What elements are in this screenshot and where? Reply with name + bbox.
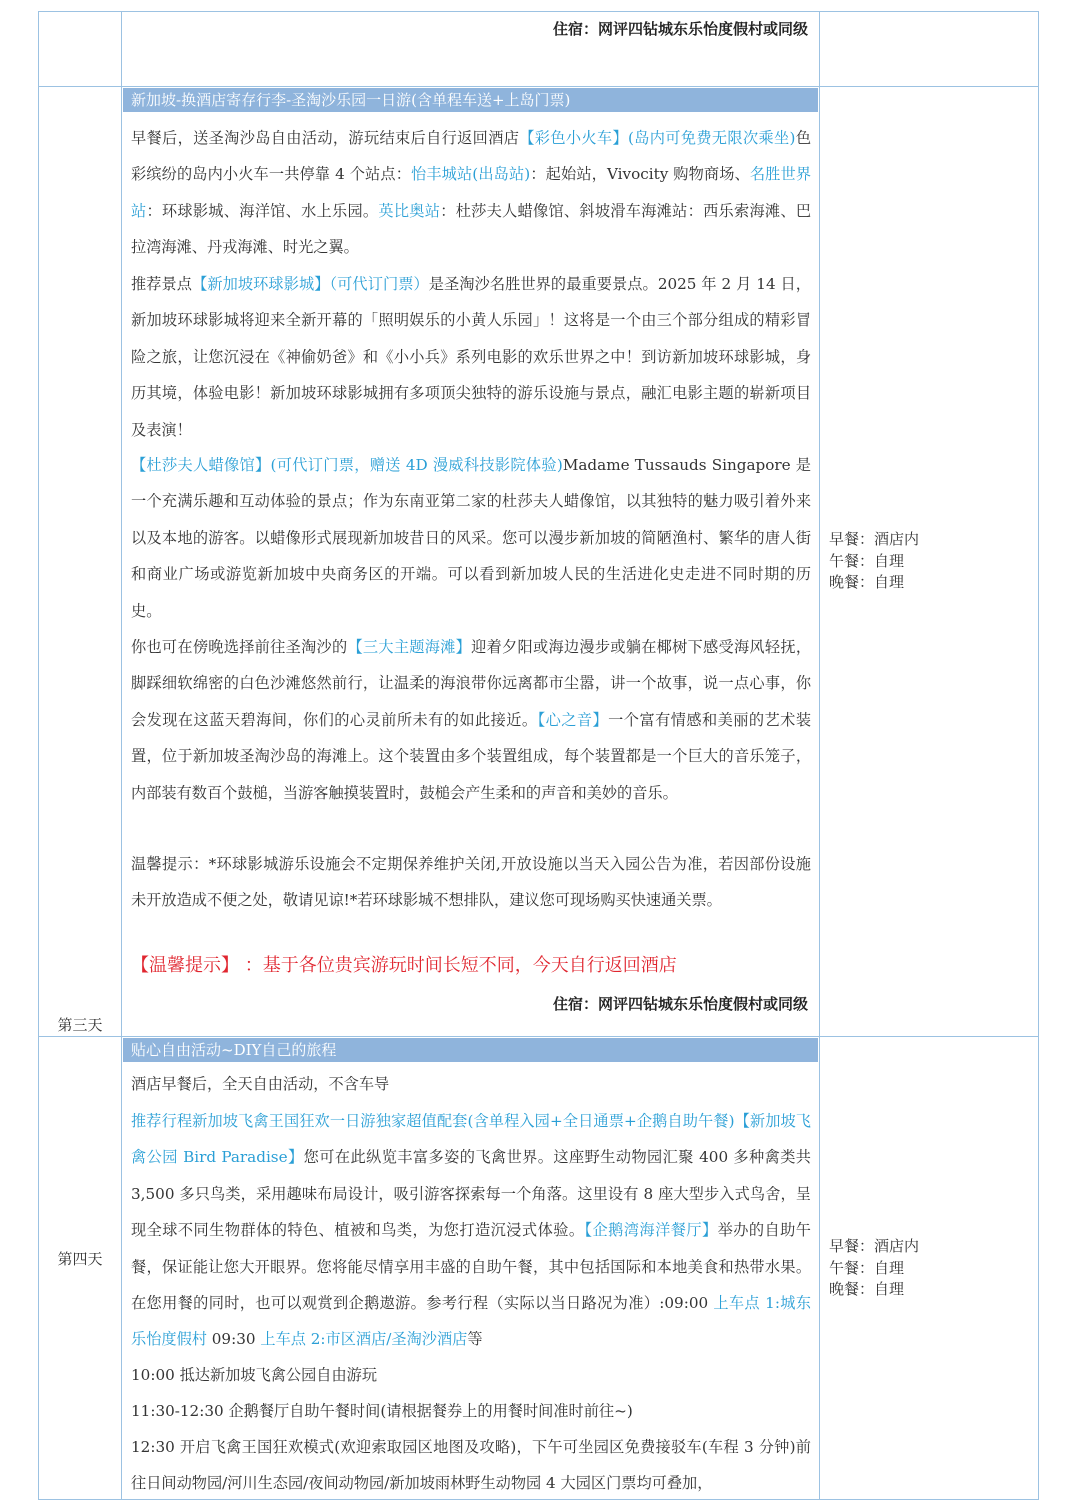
paragraph: 温馨提示：*环球影城游乐设施会不定期保养维护关闭,开放设施以当天入园公告为准，若因部份设施未开放造成不便之处，敬请见谅!*若环球影城不想排队，建议您可现场购买快速通关票。: [131, 855, 811, 910]
paragraph: 10:00 抵达新加坡飞禽公园自由游玩: [131, 1366, 378, 1384]
day-title-band: 贴心自由活动~DIY自己的旅程: [123, 1038, 818, 1062]
paragraph: 11:30-12:30 企鹅餐厅自助午餐时间(请根据餐券上的用餐时间准时前往~): [131, 1402, 633, 1420]
meal-info: 早餐：酒店内 午餐：自理 晚餐：自理: [829, 530, 920, 591]
warning-notice: 【温馨提示】 ：基于各位贵宾游玩时间长短不同，今天自行返回酒店: [131, 955, 677, 976]
paragraph: 【杜莎夫人蜡像馆】(可代订门票，赠送 4D 漫威科技影院体验)Madame Tussauds Singapore 是一个充满乐趣和互动体验的景点；作为东南亚第二家的杜莎夫人蜡像馆，以其独特的魅力吸引着外来以及本地的游客。以蜡像形式展现新加坡昔日的风采。您可以漫步新加坡的简陋渔村、繁华的唐人街和商业广场或游览新加坡中央商务区的开端。可以看到新加坡人民的生活进化史走进不同时期的历史。: [131, 456, 811, 620]
table-cell-meal-row1: [819, 11, 1039, 87]
paragraph: 酒店早餐后，全天自由活动，不含车导: [131, 1075, 390, 1093]
paragraph: 早餐后，送圣淘沙岛自由活动，游玩结束后自行返回酒店【彩色小火车】(岛内可免费无限次乘坐)色彩缤纷的岛内小火车一共停靠 4 个站点：怡丰城站(出岛站)：起始站，Vivocity 购物商场、名胜世界站：环球影城、海洋馆、水上乐园。英比奥站：杜莎夫人蜡像馆、斜坡滑车海滩站：西乐索海滩、巴拉湾海滩、丹戎海滩、时光之翼。: [131, 129, 812, 257]
day-title-band: 新加坡-换酒店寄存行李-圣淘沙乐园一日游(含单程车送+上岛门票): [123, 88, 818, 112]
accommodation-text: 住宿：网评四钻城东乐怡度假村或同级: [552, 995, 808, 1013]
paragraph: 你也可在傍晚选择前往圣淘沙的【三大主题海滩】迎着夕阳或海边漫步或躺在椰树下感受海风轻抚，脚踩细软绵密的白色沙滩悠然前行，让温柔的海浪带你远离都市尘嚣，讲一个故事，说一点心事，你会发现在这蓝天碧海间，你们的心灵前所未有的如此接近。【心之音】一个富有情感和美丽的艺术装置，位于新加坡圣淘沙岛的海滩上。这个装置由多个装置组成，每个装置都是一个巨大的音乐笼子，内部装有数百个鼓槌，当游客触摸装置时，鼓槌会产生柔和的声音和美妙的音乐。: [131, 638, 812, 802]
paragraph: 推荐行程新加坡飞禽王国狂欢一日游独家超值配套(含单程入园+全日通票+企鹅自助午餐)【新加坡飞禽公园 Bird Paradise】您可在此纵览丰富多姿的飞禽世界。这座野生动物园汇聚 400 多种禽类共 3,500 多只鸟类，采用趣味布局设计，吸引游客探索每一个角落。这里设有 8 座大型步入式鸟舍，呈现全球不同生物群体的特色、植被和鸟类，为您打造沉浸式体验。【企鹅湾海洋餐厅】举办的自助午餐，保证能让您大开眼界。您将能尽情享用丰盛的自助午餐，其中包括国际和本地美食和热带水果。在您用餐的同时，也可以观赏到企鹅遨游。参考行程（实际以当日路况为准）:09:00 上车点 1:城东乐怡度假村 09:30 上车点 2:市区酒店/圣淘沙酒店等: [131, 1112, 812, 1349]
meal-info: 早餐：酒店内 午餐：自理 晚餐：自理: [829, 1237, 920, 1298]
table-cell-day-row1: [38, 11, 122, 87]
paragraph: 12:30 开启飞禽王国狂欢模式(欢迎索取园区地图及攻略)，下午可坐园区免费接驳车(车程 3 分钟)前往日间动物园/河川生态园/夜间动物园/新加坡雨林野生动物园 4 大园区门票均可叠加，: [131, 1438, 811, 1493]
day-label: 第四天: [57, 1250, 103, 1268]
day-label: 第三天: [57, 1016, 103, 1034]
table-cell-day-row2: [38, 86, 122, 1037]
accommodation-text: 住宿：网评四钻城东乐怡度假村或同级: [552, 20, 808, 38]
paragraph: 推荐景点【新加坡环球影城】（可代订门票）是圣淘沙名胜世界的最重要景点。2025 年 2 月 14 日，新加坡环球影城将迎来全新开幕的「照明娱乐的小黄人乐园」！这将是一个由三个部分组成的精彩冒险之旅，让您沉浸在《神偷奶爸》和《小小兵》系列电影的欢乐世界之中！到访新加坡环球影城，身历其境，体验电影！新加坡环球影城拥有多项顶尖独特的游乐设施与景点，融汇电影主题的崭新项目及表演！: [131, 275, 811, 439]
